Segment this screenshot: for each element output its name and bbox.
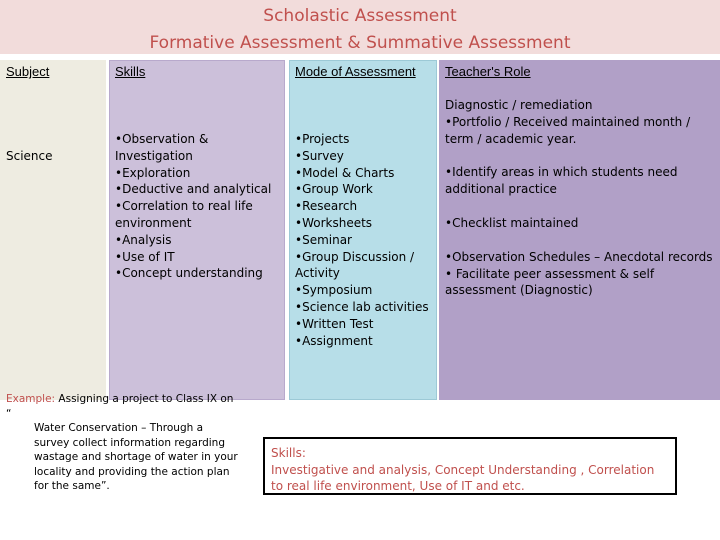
role-paragraph: •Identify areas in which students need additional practice [445, 165, 678, 197]
list-item: •Correlation to real life environment [115, 199, 253, 230]
slide-subtitle: Formative Assessment & Summative Assessment [149, 33, 571, 53]
modes-list [295, 131, 435, 349]
skills-summary-label: Skills: [271, 446, 306, 460]
header-subject: Subject [6, 64, 50, 79]
list-item: •Group Discussion / Activity [295, 249, 415, 281]
list-item: •Seminar [295, 232, 352, 247]
list-item: •Observation & Investigation [115, 132, 209, 163]
example-line: wastage and shortage of water in your [34, 451, 238, 463]
skills-summary-box [263, 437, 677, 495]
list-item: •Research [295, 199, 358, 214]
role-paragraph: •Observation Schedules – Anecdotal records [445, 249, 713, 264]
role-paragraph: • Facilitate peer assessment & self assessment (Diagnostic) [445, 266, 655, 298]
list-item: •Deductive and analytical [115, 182, 272, 197]
example-line: Water Conservation – Through a [34, 422, 204, 434]
subject-value: Science [6, 149, 53, 163]
list-item: •Exploration [115, 165, 191, 180]
example-line: for the same”. [34, 480, 110, 492]
list-item: •Model & Charts [295, 165, 395, 180]
list-item: •Concept understanding [115, 266, 263, 281]
header-role: Teacher's Role [445, 64, 531, 79]
list-item: •Science lab activities [295, 299, 429, 314]
example-note [6, 392, 242, 494]
list-item: •Worksheets [295, 215, 373, 230]
list-item: •Analysis [115, 232, 172, 247]
header-skills: Skills [115, 64, 146, 79]
skills-list [115, 131, 283, 282]
skills-summary-text: Investigative and analysis, Concept Understanding , Correlation to real life environment, Use of IT and etc. [271, 462, 655, 493]
example-line: locality and providing the action plan [34, 465, 230, 478]
header-mode: Mode of Assessment [295, 64, 416, 79]
list-item: •Group Work [295, 182, 373, 197]
example-label: Example: [6, 393, 56, 405]
subject-column [0, 60, 106, 400]
list-item: •Projects [295, 132, 350, 146]
role-paragraph: •Checklist maintained [445, 215, 579, 230]
role-paragraph: Diagnostic / remediation [445, 98, 593, 112]
list-item: •Use of IT [115, 249, 175, 264]
example-line: Assigning a project to Class IX on “ [6, 393, 234, 420]
list-item: •Assignment [295, 333, 373, 348]
list-item: •Written Test [295, 316, 374, 331]
example-line: survey collect information regarding [34, 436, 226, 449]
list-item: •Symposium [295, 283, 373, 298]
teacher-role-text [445, 97, 717, 299]
role-paragraph: •Portfolio / Received maintained month / term / academic year. [445, 114, 691, 146]
list-item: •Survey [295, 148, 344, 163]
slide-title: Scholastic Assessment [263, 6, 457, 26]
title-band [0, 0, 720, 54]
